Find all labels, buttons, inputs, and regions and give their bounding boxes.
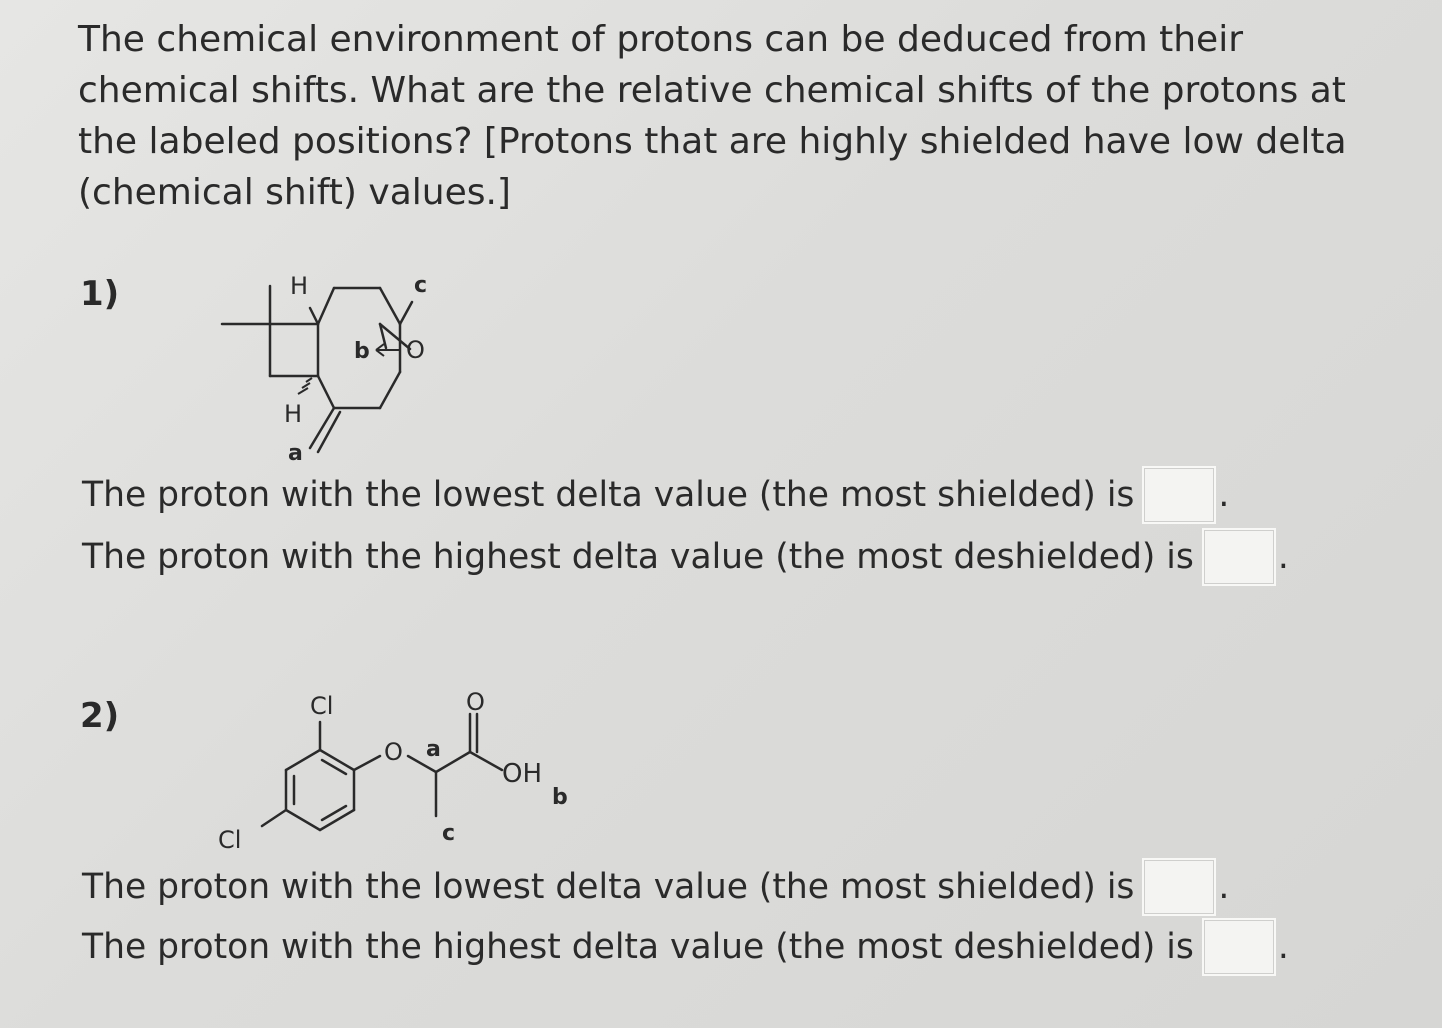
q2-label-b: b xyxy=(552,785,568,810)
q1-lowest-period: . xyxy=(1218,475,1230,515)
q2-lowest-answer-box[interactable] xyxy=(1142,858,1216,916)
q2-lowest-text: The proton with the lowest delta value (the most shielded) is xyxy=(82,867,1135,907)
q1-lowest-line xyxy=(82,466,1229,524)
q1-label-b: b xyxy=(354,339,370,364)
q1-highest-line xyxy=(82,528,1289,586)
q2-highest-answer-box[interactable] xyxy=(1202,918,1276,976)
q1-label-c: c xyxy=(414,273,428,298)
q1-highest-text: The proton with the highest delta value (the most deshielded) is xyxy=(82,537,1194,577)
q2-highest-text: The proton with the highest delta value (the most deshielded) is xyxy=(82,927,1194,967)
q2-lowest-period: . xyxy=(1218,867,1230,907)
q1-label-o: O xyxy=(406,336,425,364)
q2-highest-line xyxy=(82,918,1289,976)
q2-label-cl-top: Cl xyxy=(310,692,334,720)
question-1-structure xyxy=(210,262,470,472)
q2-label-a: a xyxy=(426,737,441,762)
q2-highest-period: . xyxy=(1277,927,1289,967)
q2-label-oh: OH xyxy=(502,759,543,789)
q2-lowest-line xyxy=(82,858,1229,916)
q2-label-cl-bottom: Cl xyxy=(218,826,242,854)
question-2-number: 2) xyxy=(80,696,120,736)
question-2-structure xyxy=(214,686,594,858)
q2-label-o-carbonyl: O xyxy=(466,688,485,716)
q1-label-h-bottom: H xyxy=(284,400,303,428)
q2-label-o-ester: O xyxy=(384,738,403,766)
q1-highest-answer-box[interactable] xyxy=(1202,528,1276,586)
q1-label-h-top: H xyxy=(290,272,309,300)
q1-lowest-answer-box[interactable] xyxy=(1142,466,1216,524)
q1-label-a: a xyxy=(288,441,303,466)
q2-label-c: c xyxy=(442,821,456,846)
question-1-number: 1) xyxy=(80,274,120,314)
q1-lowest-text: The proton with the lowest delta value (the most shielded) is xyxy=(82,475,1135,515)
question-intro: The chemical environment of protons can be deduced from their chemical shifts. What are the relative chemical shifts of the protons at the labeled positions? [Protons that are highly shielded have low delta (chemical shift) values.] xyxy=(78,19,1347,213)
q1-highest-period: . xyxy=(1277,537,1289,577)
